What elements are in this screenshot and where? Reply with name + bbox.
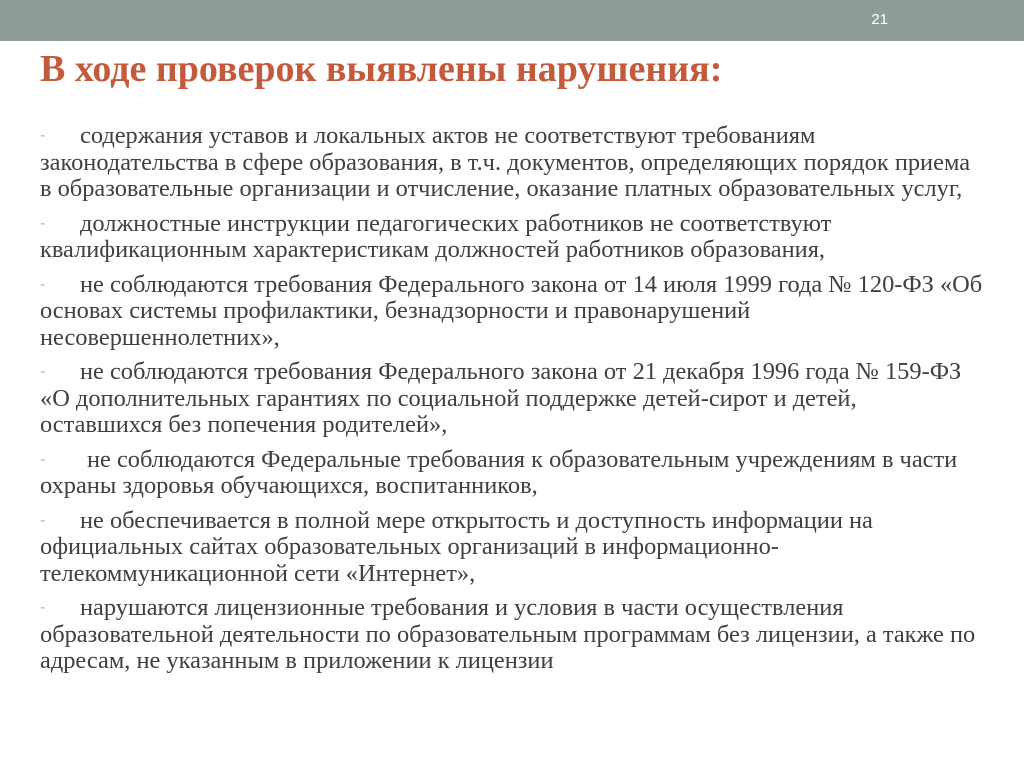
list-item — [40, 595, 984, 675]
bullet-marker: - — [40, 511, 46, 529]
bullet-marker: - — [40, 214, 46, 232]
slide-title: В ходе проверок выявлены нарушения: — [40, 48, 723, 90]
list-item — [40, 508, 984, 588]
list-item — [40, 272, 984, 352]
bullet-marker: - — [40, 275, 46, 293]
bullet-marker: - — [40, 127, 46, 144]
list-item-text: нарушаются лицензионные требования и условия в части осуществления образовательной деятельности по образовательным программам без лицензии, а также по адресам, не указанным в приложении к лицензии — [40, 594, 976, 674]
bullet-list — [40, 123, 984, 683]
list-item-text: должностные инструкции педагогических работников не соответствуют квалификационным характеристикам должностей работников образования, — [40, 209, 832, 263]
list-item-text: не обеспечивается в полной мере открытость и доступность информации на официальных сайтах образовательных организаций в информационно-телекоммуникационной сети «Интернет», — [40, 506, 873, 587]
list-item — [40, 123, 984, 203]
bullet-marker: - — [40, 599, 46, 616]
list-item — [40, 211, 984, 264]
list-item — [40, 359, 984, 439]
list-item — [40, 447, 984, 500]
list-item-text: не соблюдаются требования Федерального закона от 14 июля 1999 года № 120-ФЗ «Об основах системы профилактики, безнадзорности и правонарушений несовершеннолетних», — [40, 270, 983, 351]
list-item-text: содержания уставов и локальных актов не соответствуют требованиям законодательства в сфере образования, в т.ч. документов, определяющих порядок приема в образовательные организации и отчисление, оказание платных образовательных услуг, — [40, 122, 971, 202]
list-item-text: не соблюдаются Федеральные требования к образовательным учреждениям в части охраны здоровья обучающихся, воспитанников, — [40, 445, 958, 499]
list-item-text: не соблюдаются требования Федерального закона от 21 декабря 1996 года № 159-ФЗ «О дополнительных гарантиях по социальной поддержке детей-сирот и детей, оставшихся без попечения родителей», — [40, 358, 962, 438]
bullet-marker: - — [40, 363, 46, 380]
top-bar — [0, 0, 1024, 41]
bullet-marker: - — [40, 450, 46, 468]
page-number: 21 — [871, 11, 888, 28]
